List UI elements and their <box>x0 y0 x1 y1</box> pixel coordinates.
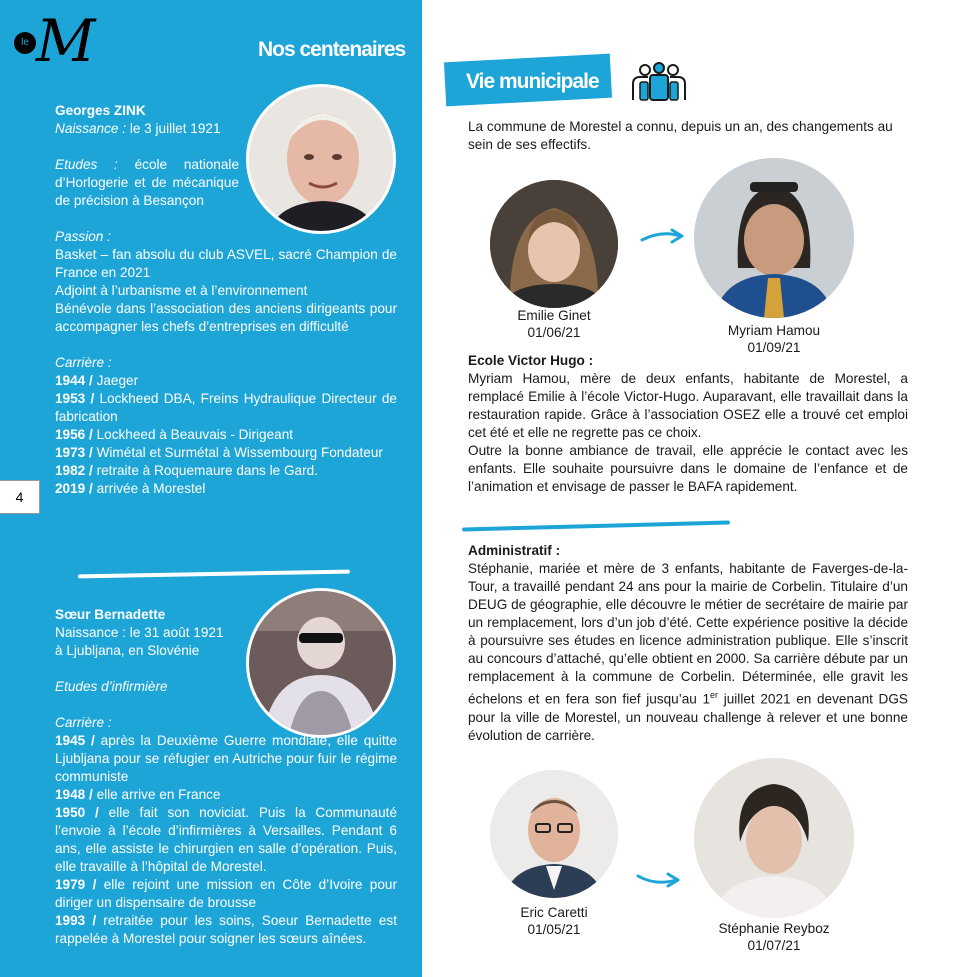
school-title: Ecole Victor Hugo : <box>468 353 594 368</box>
school-text: Myriam Hamou, mère de deux enfants, habitante de Morestel, a remplacé Emilie à l’école Victor-Hugo. Auparavant, elle travaillait dans la restauration rapide. Grâce à l’association OSEZ elle a trouvé cet emploi cet été et elle ne regrette pas ce choix. <box>468 371 908 440</box>
portrait-man-icon <box>490 770 618 898</box>
myriam-hamou-caption <box>704 322 844 356</box>
eric-caretti-caption <box>494 904 614 938</box>
school-text-2: Outre la bonne ambiance de travail, elle apprécie le contact avec les enfants. Elle souhaite poursuivre dans le domaine de l’enfance et de l’animation et envisage de passer le BAFA rapidement. <box>468 443 908 494</box>
georges-birth-value: le 3 juillet 1921 <box>129 121 221 136</box>
emilie-ginet-photo <box>490 180 618 308</box>
georges-career-5: 1982 / retraite à Roquemaure dans le Gard. <box>55 463 318 478</box>
georges-passion-label: Passion : <box>55 229 111 244</box>
right-divider <box>462 520 730 531</box>
portrait-woman-icon <box>490 180 618 308</box>
left-divider <box>78 570 350 579</box>
georges-passion-1: Basket – fan absolu du club ASVEL, sacré Champion de France en 2021 <box>55 247 397 280</box>
eric-caretti-date: 01/05/21 <box>527 922 581 937</box>
myriam-hamou-name: Myriam Hamou <box>727 323 821 338</box>
logo-m-letter: M <box>36 7 96 75</box>
georges-birth <box>55 120 397 138</box>
soeur-career-4: 1979 / elle rejoint une mission en Côte d’Ivoire pour diriger un dispensaire de brousse <box>55 877 398 910</box>
page-number: 4 <box>0 480 40 514</box>
georges-career-2: 1953 / Lockheed DBA, Freins Hydraulique Directeur de fabrication <box>55 391 397 424</box>
soeur-career-1: 1945 / après la Deuxième Guerre mondiale, elle quitte Ljubljana pour se réfugier en Autriche pour fuir le régime communiste <box>55 733 398 784</box>
emilie-ginet-date: 01/06/21 <box>527 325 581 340</box>
georges-career-3: 1956 / Lockheed à Beauvais - Dirigeant <box>55 427 294 442</box>
eric-caretti-name: Eric Caretti <box>520 905 588 920</box>
section-title: Nos centenaires <box>258 38 406 61</box>
eric-caretti-photo <box>490 770 618 898</box>
georges-passion-3: Bénévole dans l’association des anciens dirigeants pour accompagner les chefs d’entreprises en difficulté <box>55 301 397 334</box>
arrow-icon-2 <box>636 870 682 890</box>
portrait-woman-icon <box>694 158 854 318</box>
soeur-birth-1: Naissance : le 31 août 1921 <box>55 625 224 640</box>
soeur-career-3: 1950 / elle fait son noviciat. Puis la Communauté l’envoie à l’école d’infirmières à Versailles. Pendant 6 ans, elle assiste le chirurgien en salle d’opération. Puis, elle travaille à l’hôpital de Morestel. <box>55 805 398 874</box>
soeur-career-label: Carrière : <box>55 715 112 730</box>
logo-le-badge: le <box>14 32 36 54</box>
soeur-birth-2: à Ljubljana, en Slovénie <box>55 643 200 658</box>
admin-title: Administratif : <box>468 543 561 558</box>
stephanie-reyboz-date: 01/07/21 <box>747 938 801 953</box>
myriam-hamou-date: 01/09/21 <box>747 340 801 355</box>
georges-studies <box>55 156 239 210</box>
georges-name: Georges ZINK <box>55 103 146 118</box>
georges-career-4: 1973 / Wimétal et Surmétal à Wissembourg Fondateur <box>55 445 383 460</box>
soeur-name: Sœur Bernadette <box>55 607 166 622</box>
stephanie-reyboz-photo <box>694 758 854 918</box>
arrow-icon-1 <box>640 226 686 246</box>
left-column <box>0 0 422 977</box>
le-m-logo <box>14 7 96 75</box>
stephanie-reyboz-name: Stéphanie Reyboz <box>718 921 830 936</box>
admin-section <box>468 542 908 745</box>
emilie-ginet-caption <box>494 307 614 341</box>
georges-career-6: 2019 / arrivée à Morestel <box>55 481 206 496</box>
soeur-studies: Etudes d’infirmière <box>55 679 168 694</box>
vie-municipale-title: Vie municipale <box>466 70 599 93</box>
georges-studies-label: Etudes : <box>55 157 118 172</box>
school-section <box>468 352 908 496</box>
georges-career-label: Carrière : <box>55 355 112 370</box>
stephanie-reyboz-caption <box>694 920 854 954</box>
georges-passion-2: Adjoint à l’urbanisme et à l’environnement <box>55 283 308 298</box>
soeur-career-5: 1993 / retraitée pour les soins, Soeur Bernadette est rappelée à Morestel pour soigner les sœurs aînées. <box>55 913 397 946</box>
georges-career-1: 1944 / Jaeger <box>55 373 139 388</box>
emilie-ginet-name: Emilie Ginet <box>517 308 591 323</box>
georges-studies-value: école nationale d’Horlogerie et de mécanique de précision à Besançon <box>55 157 240 208</box>
people-group-icon <box>628 62 690 102</box>
portrait-woman-icon <box>694 758 854 918</box>
soeur-bernadette-bio <box>55 606 397 948</box>
municipal-intro: La commune de Morestel a connu, depuis un an, des changements au sein de ses effectifs. <box>468 119 893 152</box>
admin-text: Stéphanie, mariée et mère de 3 enfants, habitante de Faverges-de-la-Tour, a travaillé pendant 24 ans pour la mairie de Corbelin. Titulaire d’un DEUG de géographie, elle découvre le métier de secrétaire de mairie par un remplacement, lors d’un job d’été. Cette expérience positive la décide à poursuivre ses études en licence administration publique. Elle s’inscrit au concours d’attaché, qu’elle obtient en 2000. Sa carrière débute par un remplacement à la commune de Corbelin. Déterminée, elle gravit les échelons et en fera son fief jusqu’au 1er juillet 2021 en devenant DGS pour la ville de Morestel, un nouveau challenge à relever et une bonne évolution de carrière. <box>468 561 909 743</box>
georges-zink-bio <box>55 102 397 498</box>
myriam-hamou-photo <box>694 158 854 318</box>
soeur-career-2: 1948 / elle arrive en France <box>55 787 221 802</box>
georges-birth-label: Naissance : <box>55 121 127 136</box>
